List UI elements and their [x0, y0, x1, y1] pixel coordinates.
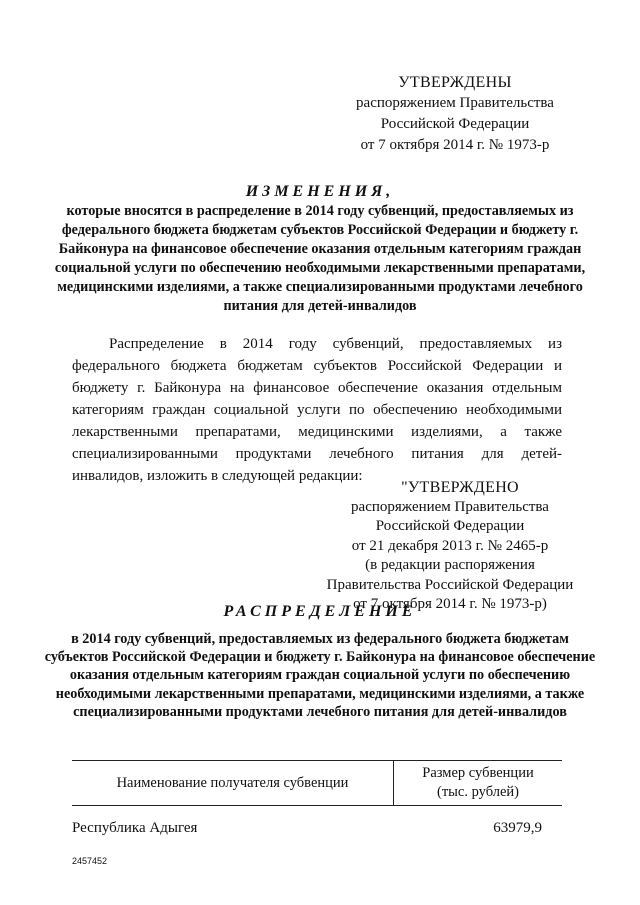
amount-header-line: Размер субвенции — [422, 765, 534, 781]
approval-line: от 7 октября 2014 г. № 1973-р — [360, 137, 550, 153]
approval-title: УТВЕРЖДЕНЫ — [398, 74, 512, 91]
distribution-subtitle: в 2014 году субвенций, предоставляемых из федерального бюджета бюджетам субъектов Российской Федерации и бюджету г. Байконура на финансовое обеспечение оказания отдельным категориям граждан социальной услуги по обеспечению необходимыми лекарственными препаратами, медицинскими изделиями, а также специализированными продуктами лечебного питания для детей-инвалидов — [44, 631, 596, 720]
changes-title: ИЗМЕНЕНИЯ, — [245, 183, 395, 200]
approval-line: Российской Федерации — [380, 116, 530, 132]
body-paragraph: Распределение в 2014 году субвенций, предоставляемых из федерального бюджета бюджетам субъектов Российской Федерации и бюджету г. Байконура на финансовое обеспечение оказания отдельным категориям граждан социальной услуги по обеспечению необходимыми лекарственными препаратами, медицинскими изделиями, а также специализированными продуктами лечебного питания для детей-инвалидов, изложить в следующей редакции: — [72, 336, 562, 484]
amount-column-header — [394, 761, 562, 805]
table-row — [72, 820, 562, 837]
inner-approval-stamp — [300, 478, 600, 615]
subsidy-amount: 63979,9 — [493, 820, 542, 836]
inner-approval-line: (в редакции распоряжения — [365, 557, 535, 573]
recipient-name: Республика Адыгея — [72, 820, 198, 836]
distribution-title: РАСПРЕДЕЛЕНИЕ — [223, 603, 417, 620]
approval-line: распоряжением Правительства — [356, 95, 554, 111]
document-code: 2457452 — [72, 856, 108, 866]
inner-approval-line: Правительства Российской Федерации — [326, 576, 574, 593]
subsidy-table — [72, 760, 562, 837]
amount-header-unit: (тыс. рублей) — [437, 784, 519, 800]
inner-approval-line: от 21 декабря 2013 г. № 2465-р — [351, 537, 549, 554]
table-header-row — [72, 760, 562, 806]
inner-approval-line: Российской Федерации — [375, 518, 525, 534]
inner-approval-line: от 7 октября 2014 г. № 1973-р) — [353, 596, 547, 612]
recipient-column-header: Наименование получателя субвенции — [72, 761, 394, 805]
changes-subtitle: которые вносятся в распределение в 2014 году субвенций, предоставляемых из федерального бюджета бюджетам субъектов Российской Федерации и бюджету г. Байконура на финансовое обеспечение оказания отдельным категориям граждан социальной услуги по обеспечению необходимыми лекарственными препаратами, медицинскими изделиями, а также специализированными продуктами лечебного питания для детей-инвалидов — [54, 203, 586, 314]
inner-approval-line: распоряжением Правительства — [351, 498, 549, 515]
approval-stamp — [330, 72, 580, 156]
inner-approval-title: "УТВЕРЖДЕНО — [401, 479, 519, 496]
